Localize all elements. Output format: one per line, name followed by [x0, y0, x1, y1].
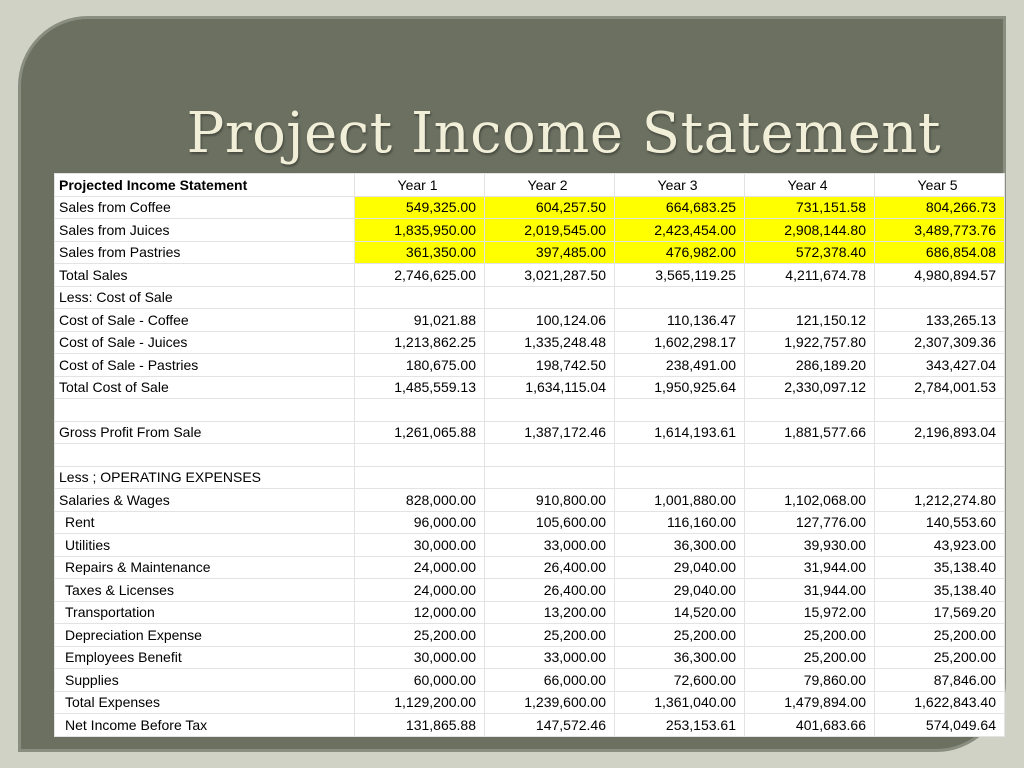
cell-year-3: 14,520.00 — [615, 601, 745, 624]
cell-year-4: 731,151.58 — [745, 196, 875, 219]
cell-year-2: 13,200.00 — [485, 601, 615, 624]
cell-year-4: 2,908,144.80 — [745, 219, 875, 242]
row-label: Depreciation Expense — [55, 624, 355, 647]
row-label: Total Sales — [55, 264, 355, 287]
row-label: Utilities — [55, 534, 355, 557]
table-row — [55, 376, 1005, 399]
row-label — [55, 399, 355, 422]
cell-year-3 — [615, 399, 745, 422]
income-statement-sheet — [54, 173, 1004, 737]
cell-year-1 — [355, 466, 485, 489]
cell-year-5: 1,212,274.80 — [875, 489, 1005, 512]
cell-year-3: 2,423,454.00 — [615, 219, 745, 242]
row-label: Cost of Sale - Coffee — [55, 309, 355, 332]
cell-year-2: 26,400.00 — [485, 579, 615, 602]
cell-year-1: 131,865.88 — [355, 714, 485, 737]
row-label: Total Expenses — [55, 691, 355, 714]
cell-year-3 — [615, 286, 745, 309]
cell-year-1: 24,000.00 — [355, 556, 485, 579]
cell-year-5 — [875, 399, 1005, 422]
cell-year-4: 121,150.12 — [745, 309, 875, 332]
table-row — [55, 399, 1005, 422]
cell-year-1: 25,200.00 — [355, 624, 485, 647]
table-row — [55, 466, 1005, 489]
table-row — [55, 264, 1005, 287]
cell-year-5: 35,138.40 — [875, 579, 1005, 602]
row-label: Gross Profit From Sale — [55, 421, 355, 444]
cell-year-4: 127,776.00 — [745, 511, 875, 534]
slide-panel — [18, 16, 1006, 752]
row-label: Rent — [55, 511, 355, 534]
cell-year-5: 25,200.00 — [875, 646, 1005, 669]
cell-year-5: 343,427.04 — [875, 354, 1005, 377]
cell-year-4 — [745, 286, 875, 309]
row-label: Sales from Pastries — [55, 241, 355, 264]
cell-year-4: 401,683.66 — [745, 714, 875, 737]
cell-year-1: 12,000.00 — [355, 601, 485, 624]
cell-year-3: 1,602,298.17 — [615, 331, 745, 354]
row-label: Sales from Coffee — [55, 196, 355, 219]
cell-year-4: 1,102,068.00 — [745, 489, 875, 512]
cell-year-2: 147,572.46 — [485, 714, 615, 737]
cell-year-1: 1,835,950.00 — [355, 219, 485, 242]
cell-year-5: 140,553.60 — [875, 511, 1005, 534]
cell-year-2: 2,019,545.00 — [485, 219, 615, 242]
row-label: Total Cost of Sale — [55, 376, 355, 399]
cell-year-5: 2,784,001.53 — [875, 376, 1005, 399]
table-row — [55, 444, 1005, 467]
cell-year-2: 25,200.00 — [485, 624, 615, 647]
cell-year-5: 574,049.64 — [875, 714, 1005, 737]
cell-year-3: 1,361,040.00 — [615, 691, 745, 714]
row-label: Cost of Sale - Pastries — [55, 354, 355, 377]
header-year-1: Year 1 — [355, 174, 485, 197]
cell-year-2: 100,124.06 — [485, 309, 615, 332]
cell-year-4: 15,972.00 — [745, 601, 875, 624]
cell-year-2: 3,021,287.50 — [485, 264, 615, 287]
cell-year-5 — [875, 286, 1005, 309]
table-header-row — [55, 174, 1005, 197]
cell-year-4 — [745, 466, 875, 489]
header-year-3: Year 3 — [615, 174, 745, 197]
cell-year-4: 4,211,674.78 — [745, 264, 875, 287]
table-row — [55, 241, 1005, 264]
table-row — [55, 601, 1005, 624]
cell-year-5 — [875, 466, 1005, 489]
table-body — [55, 196, 1005, 736]
cell-year-3: 29,040.00 — [615, 579, 745, 602]
cell-year-2 — [485, 286, 615, 309]
header-year-4: Year 4 — [745, 174, 875, 197]
cell-year-3: 476,982.00 — [615, 241, 745, 264]
table-row — [55, 691, 1005, 714]
cell-year-1: 30,000.00 — [355, 534, 485, 557]
table-row — [55, 286, 1005, 309]
table-row — [55, 579, 1005, 602]
cell-year-4: 39,930.00 — [745, 534, 875, 557]
cell-year-5: 17,569.20 — [875, 601, 1005, 624]
cell-year-5: 686,854.08 — [875, 241, 1005, 264]
cell-year-3: 29,040.00 — [615, 556, 745, 579]
cell-year-2: 910,800.00 — [485, 489, 615, 512]
cell-year-3: 36,300.00 — [615, 646, 745, 669]
table-row — [55, 624, 1005, 647]
cell-year-2: 1,387,172.46 — [485, 421, 615, 444]
cell-year-3: 36,300.00 — [615, 534, 745, 557]
cell-year-1: 1,261,065.88 — [355, 421, 485, 444]
table-row — [55, 534, 1005, 557]
cell-year-1: 24,000.00 — [355, 579, 485, 602]
cell-year-1: 30,000.00 — [355, 646, 485, 669]
cell-year-5: 87,846.00 — [875, 669, 1005, 692]
cell-year-2: 397,485.00 — [485, 241, 615, 264]
cell-year-1 — [355, 444, 485, 467]
row-label: Transportation — [55, 601, 355, 624]
cell-year-1 — [355, 399, 485, 422]
cell-year-1: 91,021.88 — [355, 309, 485, 332]
cell-year-2: 66,000.00 — [485, 669, 615, 692]
cell-year-2: 1,335,248.48 — [485, 331, 615, 354]
income-statement-table — [54, 173, 1005, 737]
cell-year-1: 1,129,200.00 — [355, 691, 485, 714]
cell-year-5: 804,266.73 — [875, 196, 1005, 219]
cell-year-1: 180,675.00 — [355, 354, 485, 377]
cell-year-3: 116,160.00 — [615, 511, 745, 534]
cell-year-2 — [485, 444, 615, 467]
cell-year-2: 26,400.00 — [485, 556, 615, 579]
table-row — [55, 511, 1005, 534]
row-label: Net Income Before Tax — [55, 714, 355, 737]
cell-year-5: 25,200.00 — [875, 624, 1005, 647]
cell-year-2: 1,239,600.00 — [485, 691, 615, 714]
header-year-2: Year 2 — [485, 174, 615, 197]
cell-year-5: 3,489,773.76 — [875, 219, 1005, 242]
cell-year-5: 133,265.13 — [875, 309, 1005, 332]
cell-year-1: 2,746,625.00 — [355, 264, 485, 287]
row-label: Less ; OPERATING EXPENSES — [55, 466, 355, 489]
cell-year-5 — [875, 444, 1005, 467]
cell-year-3: 1,950,925.64 — [615, 376, 745, 399]
cell-year-5: 43,923.00 — [875, 534, 1005, 557]
table-row — [55, 714, 1005, 737]
table-row — [55, 219, 1005, 242]
row-label: Repairs & Maintenance — [55, 556, 355, 579]
cell-year-4: 286,189.20 — [745, 354, 875, 377]
table-row — [55, 669, 1005, 692]
cell-year-2 — [485, 399, 615, 422]
cell-year-3: 25,200.00 — [615, 624, 745, 647]
cell-year-5: 35,138.40 — [875, 556, 1005, 579]
cell-year-5: 4,980,894.57 — [875, 264, 1005, 287]
table-row — [55, 309, 1005, 332]
cell-year-4: 1,479,894.00 — [745, 691, 875, 714]
slide-title: Project Income Statement — [186, 101, 941, 166]
cell-year-2: 604,257.50 — [485, 196, 615, 219]
cell-year-3: 253,153.61 — [615, 714, 745, 737]
cell-year-4: 25,200.00 — [745, 646, 875, 669]
cell-year-3 — [615, 466, 745, 489]
cell-year-1: 1,213,862.25 — [355, 331, 485, 354]
cell-year-2: 105,600.00 — [485, 511, 615, 534]
cell-year-4 — [745, 444, 875, 467]
table-row — [55, 646, 1005, 669]
cell-year-3: 664,683.25 — [615, 196, 745, 219]
table-row — [55, 421, 1005, 444]
cell-year-4: 31,944.00 — [745, 579, 875, 602]
row-label: Less: Cost of Sale — [55, 286, 355, 309]
cell-year-5: 1,622,843.40 — [875, 691, 1005, 714]
row-label: Sales from Juices — [55, 219, 355, 242]
cell-year-1: 549,325.00 — [355, 196, 485, 219]
cell-year-3: 3,565,119.25 — [615, 264, 745, 287]
cell-year-2: 33,000.00 — [485, 646, 615, 669]
cell-year-3: 1,001,880.00 — [615, 489, 745, 512]
cell-year-4: 1,922,757.80 — [745, 331, 875, 354]
cell-year-2: 1,634,115.04 — [485, 376, 615, 399]
cell-year-1: 361,350.00 — [355, 241, 485, 264]
row-label — [55, 444, 355, 467]
cell-year-4: 79,860.00 — [745, 669, 875, 692]
cell-year-3: 238,491.00 — [615, 354, 745, 377]
cell-year-4: 1,881,577.66 — [745, 421, 875, 444]
row-label: Cost of Sale - Juices — [55, 331, 355, 354]
cell-year-4: 572,378.40 — [745, 241, 875, 264]
cell-year-3: 110,136.47 — [615, 309, 745, 332]
cell-year-5: 2,196,893.04 — [875, 421, 1005, 444]
cell-year-1: 828,000.00 — [355, 489, 485, 512]
table-row — [55, 556, 1005, 579]
cell-year-2: 198,742.50 — [485, 354, 615, 377]
header-label: Projected Income Statement — [55, 174, 355, 197]
cell-year-1 — [355, 286, 485, 309]
cell-year-4: 31,944.00 — [745, 556, 875, 579]
cell-year-4 — [745, 399, 875, 422]
table-row — [55, 489, 1005, 512]
table-row — [55, 331, 1005, 354]
cell-year-1: 96,000.00 — [355, 511, 485, 534]
cell-year-3: 1,614,193.61 — [615, 421, 745, 444]
cell-year-4: 2,330,097.12 — [745, 376, 875, 399]
cell-year-2: 33,000.00 — [485, 534, 615, 557]
cell-year-1: 60,000.00 — [355, 669, 485, 692]
table-row — [55, 196, 1005, 219]
table-row — [55, 354, 1005, 377]
cell-year-3: 72,600.00 — [615, 669, 745, 692]
cell-year-5: 2,307,309.36 — [875, 331, 1005, 354]
cell-year-2 — [485, 466, 615, 489]
row-label: Salaries & Wages — [55, 489, 355, 512]
cell-year-1: 1,485,559.13 — [355, 376, 485, 399]
cell-year-3 — [615, 444, 745, 467]
row-label: Supplies — [55, 669, 355, 692]
header-year-5: Year 5 — [875, 174, 1005, 197]
row-label: Taxes & Licenses — [55, 579, 355, 602]
row-label: Employees Benefit — [55, 646, 355, 669]
cell-year-4: 25,200.00 — [745, 624, 875, 647]
